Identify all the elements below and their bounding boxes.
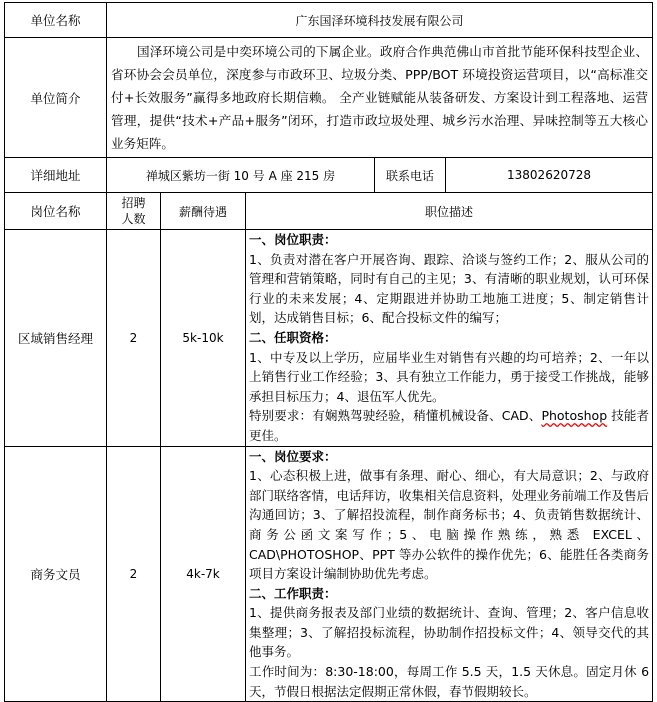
job-salary: 4k-7k: [161, 446, 246, 702]
section-text: 1、提供商务报表及部门业绩的数据统计、查询、管理；2、客户信息收集整理；3、了解招投标流程，协助制作招投标文件；4、领导交代的其他事务。: [249, 605, 650, 660]
header-count-line1: 招聘: [121, 196, 146, 210]
special-prefix: 特别要求：有娴熟驾驶经验，稍懂机械设备、CAD、: [249, 408, 542, 424]
header-description: 职位描述: [246, 193, 653, 230]
section-text: 1、负责对潜在客户开展咨询、跟踪、洽谈与签约工作；2、服从公司的管理和营销策略，同时有自己的主见；3、有清晰的职业规划，认可环保行业的未来发展；4、定期跟进并协助工地施工进度；5、制定销售计划，达成销售目标；6、配合投标文件的编写；: [249, 251, 650, 326]
header-salary: 薪酬待遇: [161, 193, 246, 230]
section-heading: 一、岗位要求：: [249, 448, 337, 464]
column-header-row: [5, 193, 653, 230]
section-heading: 二、任职资格：: [249, 329, 337, 345]
job-salary: 5k-10k: [161, 230, 246, 447]
company-intro-value: 国泽环境公司是中奕环境公司的下属企业。政府合作典范佛山市首批节能环保科技型企业、省环协会会员单位，深度参与市政环卫、垃圾分类、PPP/BOT 环境投资运营项目，以“高标准交付+长效服务”赢得多地政府长期信赖。 全产业链赋能从装备研发、方案设计到工程落地、运营管理，提供“技术+产品+服务”闭环，打造市政垃圾处理、城乡污水治理、异味控制等五大核心业务矩阵。: [107, 38, 653, 158]
company-intro-row: [5, 38, 653, 158]
phone-label: 联系电话: [375, 158, 446, 193]
job-row: [5, 230, 653, 447]
header-count: [107, 193, 161, 230]
spellcheck-word: Photoshop: [541, 408, 608, 424]
job-description: [246, 446, 653, 702]
header-count-line2: 人数: [121, 212, 146, 226]
section-text: 1、心态积极上进，做事有条理、耐心、细心，有大局意识；2、与政府部门联络客情，电话拜访，收集相关信息资料，处理业务前端工作及售后沟通回访；3、了解招投流程，制作商务标书；4、负责销售数据统计、商务公函文案写作；5、电脑操作熟练，熟悉 EXCEL、CAD\PHOTOSHOP、PPT 等办公软件的操作优先；6、能胜任各类商务项目方案设计编制协助优先考虑。: [249, 468, 650, 582]
address-value: 禅城区紫坊一街 10 号 A 座 215 房: [107, 158, 375, 193]
special-requirement: [249, 406, 649, 445]
company-name-label: 单位名称: [5, 3, 107, 38]
address-label: 详细地址: [5, 158, 107, 193]
section-heading: 二、工作职责：: [249, 585, 337, 601]
company-name-row: [5, 3, 653, 38]
header-position: 岗位名称: [5, 193, 107, 230]
job-row: [5, 446, 653, 702]
job-description: [246, 230, 653, 447]
special-suffix: 技能者更佳。: [249, 408, 650, 443]
job-title: 区域销售经理: [5, 230, 107, 447]
company-name-value: 广东国泽环境科技发展有限公司: [107, 3, 653, 38]
job-count: 2: [107, 446, 161, 702]
address-row: [5, 158, 653, 193]
section-text: 1、中专及以上学历，应届毕业生对销售有兴趣的均可培养；2、一年以上销售行业工作经验；3、具有独立工作能力，勇于接受工作挑战，能够承担目标压力；4、退伍军人优先。: [249, 349, 650, 404]
job-count: 2: [107, 230, 161, 447]
work-hours: 工作时间为：8:30-18:00，每周工作 5.5 天，1.5 天休息。固定月休 6 天，节假日根据法定假期正常休假，春节假期较长。: [249, 664, 650, 699]
recruitment-table: [4, 2, 653, 702]
phone-value: 13802620728: [446, 158, 653, 193]
section-heading: 一、岗位职责：: [249, 232, 337, 247]
job-title: 商务文员: [5, 446, 107, 702]
company-intro-label: 单位简介: [5, 38, 107, 158]
